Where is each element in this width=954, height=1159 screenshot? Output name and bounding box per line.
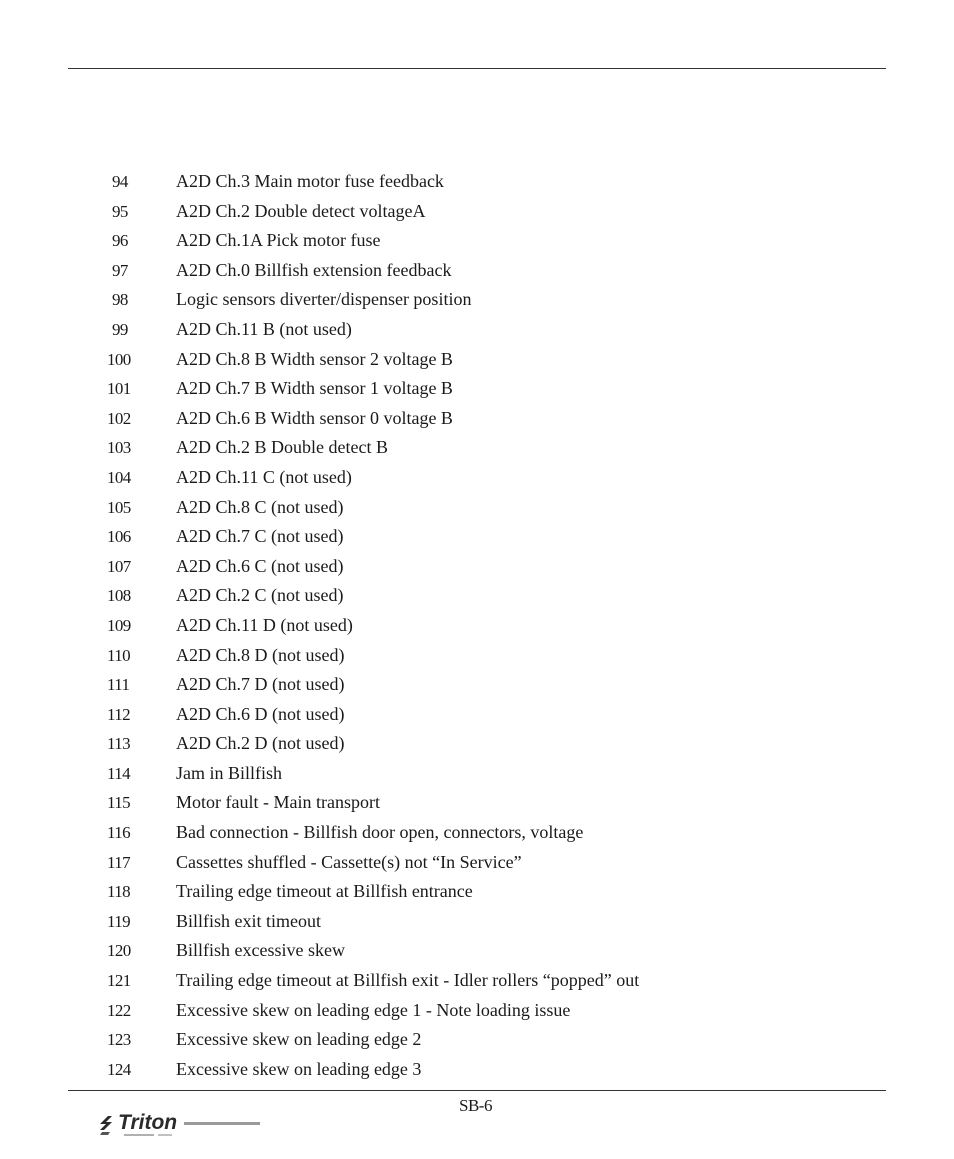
code-number: 115 bbox=[107, 793, 131, 813]
code-row bbox=[0, 404, 954, 434]
code-row bbox=[0, 167, 954, 197]
code-row bbox=[0, 611, 954, 641]
code-description: Motor fault - Main transport bbox=[176, 792, 380, 813]
code-row bbox=[0, 256, 954, 286]
code-row bbox=[0, 197, 954, 227]
code-description: Jam in Billfish bbox=[176, 762, 283, 783]
code-description: A2D Ch.7 B Width sensor 1 voltage B bbox=[176, 378, 453, 399]
code-description: A2D Ch.2 D (not used) bbox=[176, 733, 345, 754]
code-number: 113 bbox=[107, 734, 131, 754]
code-number: 98 bbox=[112, 290, 128, 310]
code-row bbox=[0, 996, 954, 1026]
code-row bbox=[0, 493, 954, 523]
code-description: A2D Ch.6 D (not used) bbox=[176, 703, 345, 724]
code-number: 105 bbox=[107, 497, 131, 517]
code-description: A2D Ch.0 Billfish extension feedback bbox=[176, 259, 452, 280]
code-description: Billfish exit timeout bbox=[176, 910, 321, 931]
code-description: Cassettes shuffled - Cassette(s) not “In Service” bbox=[176, 851, 522, 872]
code-description: A2D Ch.6 B Width sensor 0 voltage B bbox=[176, 407, 453, 428]
code-description: A2D Ch.7 C (not used) bbox=[176, 526, 344, 547]
code-row bbox=[0, 226, 954, 256]
code-row bbox=[0, 759, 954, 789]
code-description: Excessive skew on leading edge 1 - Note loading issue bbox=[176, 999, 571, 1020]
code-number: 96 bbox=[112, 231, 128, 251]
code-number: 95 bbox=[112, 201, 128, 221]
header-rule bbox=[68, 68, 886, 69]
code-number: 109 bbox=[107, 615, 131, 635]
code-number: 120 bbox=[107, 941, 131, 961]
code-number: 108 bbox=[107, 586, 131, 606]
code-description: Excessive skew on leading edge 3 bbox=[176, 1058, 422, 1079]
code-row bbox=[0, 877, 954, 907]
code-description: A2D Ch.3 Main motor fuse feedback bbox=[176, 171, 444, 191]
code-number: 99 bbox=[112, 319, 128, 339]
code-number: 110 bbox=[107, 645, 131, 665]
code-number: 100 bbox=[107, 349, 131, 369]
triton-logo bbox=[98, 1108, 268, 1148]
code-description: A2D Ch.6 C (not used) bbox=[176, 555, 344, 576]
code-row bbox=[0, 1055, 954, 1085]
code-row bbox=[0, 641, 954, 671]
code-description: A2D Ch.1A Pick motor fuse bbox=[176, 230, 381, 251]
code-number: 106 bbox=[107, 527, 131, 547]
code-row bbox=[0, 966, 954, 996]
code-row bbox=[0, 729, 954, 759]
code-description: A2D Ch.7 D (not used) bbox=[176, 674, 345, 695]
code-description: A2D Ch.11 D (not used) bbox=[176, 614, 353, 635]
code-description: Bad connection - Billfish door open, connectors, voltage bbox=[176, 822, 584, 843]
code-row bbox=[0, 433, 954, 463]
code-description: A2D Ch.8 B Width sensor 2 voltage B bbox=[176, 348, 453, 369]
code-row bbox=[0, 848, 954, 878]
code-row bbox=[0, 522, 954, 552]
code-row bbox=[0, 818, 954, 848]
code-description: A2D Ch.8 D (not used) bbox=[176, 644, 345, 665]
logo-wordmark: Triton bbox=[118, 1111, 178, 1134]
code-number: 97 bbox=[112, 260, 128, 280]
page-number: SB-6 bbox=[459, 1096, 492, 1115]
code-number: 101 bbox=[107, 379, 131, 399]
code-number: 111 bbox=[107, 675, 130, 695]
code-description: A2D Ch.2 B Double detect B bbox=[176, 437, 388, 458]
code-row bbox=[0, 1025, 954, 1055]
code-row bbox=[0, 315, 954, 345]
code-number: 116 bbox=[107, 823, 131, 843]
code-row bbox=[0, 345, 954, 375]
code-description: Trailing edge timeout at Billfish entrance bbox=[176, 881, 473, 902]
code-number: 119 bbox=[107, 911, 131, 931]
code-row bbox=[0, 936, 954, 966]
code-number: 117 bbox=[107, 852, 131, 872]
code-row bbox=[0, 463, 954, 493]
code-number: 123 bbox=[107, 1030, 131, 1050]
code-number: 107 bbox=[107, 556, 131, 576]
code-row bbox=[0, 907, 954, 937]
code-description: Trailing edge timeout at Billfish exit - Idler rollers “popped” out bbox=[176, 970, 640, 991]
code-row bbox=[0, 581, 954, 611]
code-number: 122 bbox=[107, 1000, 131, 1020]
code-description: Logic sensors diverter/dispenser position bbox=[176, 289, 472, 310]
code-number: 94 bbox=[112, 172, 128, 191]
code-description: Billfish excessive skew bbox=[176, 940, 345, 961]
footer-rule bbox=[68, 1090, 886, 1091]
code-number: 102 bbox=[107, 408, 131, 428]
code-description: A2D Ch.2 Double detect voltageA bbox=[176, 200, 426, 221]
code-number: 114 bbox=[107, 763, 131, 783]
code-row bbox=[0, 670, 954, 700]
code-description: A2D Ch.11 C (not used) bbox=[176, 466, 352, 487]
code-row bbox=[0, 788, 954, 818]
code-number: 124 bbox=[107, 1059, 131, 1079]
code-description: Excessive skew on leading edge 2 bbox=[176, 1029, 422, 1050]
code-number: 103 bbox=[107, 438, 131, 458]
code-number: 118 bbox=[107, 882, 131, 902]
code-description: A2D Ch.2 C (not used) bbox=[176, 585, 344, 606]
code-number: 104 bbox=[107, 467, 131, 487]
code-number: 112 bbox=[107, 704, 131, 724]
code-number: 121 bbox=[107, 971, 131, 991]
code-row bbox=[0, 552, 954, 582]
code-row bbox=[0, 700, 954, 730]
code-description: A2D Ch.8 C (not used) bbox=[176, 496, 344, 517]
code-description: A2D Ch.11 B (not used) bbox=[176, 318, 352, 339]
code-row bbox=[0, 285, 954, 315]
error-code-list bbox=[0, 167, 954, 1084]
code-row bbox=[0, 374, 954, 404]
